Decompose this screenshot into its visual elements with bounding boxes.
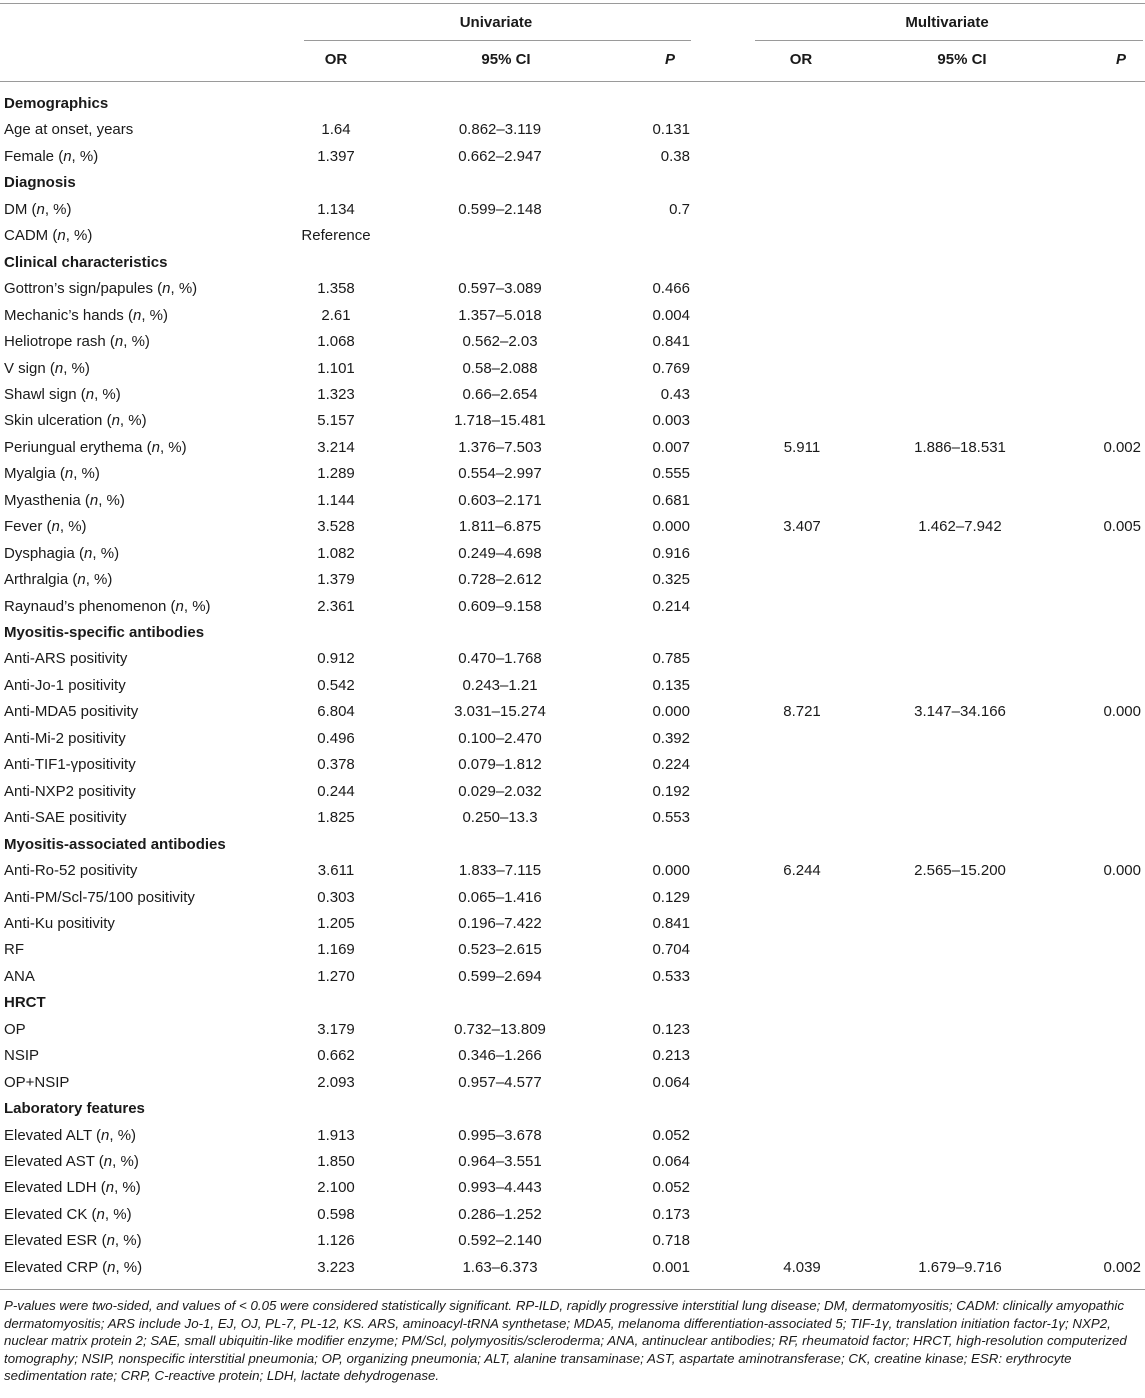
univariate-ci-cell: 0.100–2.470	[458, 729, 542, 747]
univariate-p-cell: 0.718	[652, 1232, 690, 1250]
table-row	[0, 1255, 1145, 1281]
univariate-ci-cell: 0.957–4.577	[458, 1073, 542, 1091]
table-row	[0, 805, 1145, 831]
univariate-p-cell: 0.785	[652, 650, 690, 668]
univariate-or-cell: 1.144	[317, 491, 355, 509]
table-row	[0, 726, 1145, 752]
variable-label: Anti-Jo-1 positivity	[4, 676, 126, 694]
univariate-p-cell: 0.43	[660, 385, 690, 403]
header-bottom-rule	[0, 81, 1145, 82]
table-row	[0, 488, 1145, 514]
variable-label: Anti-TIF1-γpositivity	[4, 756, 136, 774]
variable-label: Age at onset, years	[4, 121, 134, 139]
table-row	[0, 329, 1145, 355]
table-top-rule	[0, 3, 1145, 4]
table-row	[0, 382, 1145, 408]
table-row	[0, 646, 1145, 672]
variable-label: Fever (n, %)	[4, 518, 87, 536]
univariate-or-cell: 2.361	[317, 597, 355, 615]
univariate-p-cell: 0.129	[652, 888, 690, 906]
table-row	[0, 567, 1145, 593]
univariate-or-cell: 0.496	[317, 729, 355, 747]
univariate-p-cell: 0.000	[652, 862, 690, 880]
univariate-or-cell: Reference	[301, 227, 371, 245]
variable-label: Shawl sign (n, %)	[4, 385, 121, 403]
univariate-or-cell: 1.169	[317, 941, 355, 959]
univariate-p-cell: 0.213	[652, 1047, 690, 1065]
table-row	[0, 911, 1145, 937]
univariate-ci-cell: 0.346–1.266	[458, 1047, 542, 1065]
univariate-or-cell: 1.289	[317, 465, 355, 483]
variable-label: Anti-NXP2 positivity	[4, 782, 136, 800]
variable-label: Anti-Ku positivity	[4, 914, 115, 932]
univariate-p-cell: 0.064	[652, 1073, 690, 1091]
variable-label: Skin ulceration (n, %)	[4, 412, 147, 430]
header-multivariate-ci: 95% CI	[937, 51, 987, 68]
univariate-p-cell: 0.123	[652, 1020, 690, 1038]
univariate-or-cell: 1.101	[317, 359, 355, 377]
variable-label: Elevated ESR (n, %)	[4, 1232, 142, 1250]
multivariate-ci-cell: 1.679–9.716	[918, 1258, 1002, 1276]
univariate-ci-cell: 0.599–2.148	[458, 200, 542, 218]
table-row	[0, 144, 1145, 170]
header-multivariate: Multivariate	[905, 14, 989, 31]
univariate-ci-cell: 0.993–4.443	[458, 1179, 542, 1197]
header-multivariate-p: P	[1115, 51, 1127, 68]
variable-label: Anti-Ro-52 positivity	[4, 862, 138, 880]
univariate-or-cell: 1.205	[317, 914, 355, 932]
table-row	[0, 885, 1145, 911]
univariate-ci-cell: 1.357–5.018	[458, 306, 542, 324]
univariate-or-cell: 1.323	[317, 385, 355, 403]
univariate-or-cell: 3.223	[317, 1258, 355, 1276]
variable-label: Anti-MDA5 positivity	[4, 703, 139, 721]
variable-label: V sign (n, %)	[4, 359, 90, 377]
univariate-p-cell: 0.052	[652, 1126, 690, 1144]
table-row	[0, 223, 1145, 249]
variable-label: Anti-Mi-2 positivity	[4, 729, 126, 747]
section-header-row	[0, 250, 1145, 276]
univariate-group-rule	[304, 40, 691, 41]
section-title: Diagnosis	[4, 174, 76, 192]
univariate-ci-cell: 1.63–6.373	[462, 1258, 538, 1276]
variable-label: Raynaud’s phenomenon (n, %)	[4, 597, 211, 615]
univariate-p-cell: 0.135	[652, 676, 690, 694]
univariate-or-cell: 2.100	[317, 1179, 355, 1197]
variable-label: Heliotrope rash (n, %)	[4, 333, 150, 351]
univariate-p-cell: 0.704	[652, 941, 690, 959]
multivariate-p-cell: 0.000	[1103, 703, 1141, 721]
univariate-p-cell: 0.325	[652, 571, 690, 589]
univariate-p-cell: 0.214	[652, 597, 690, 615]
table-row	[0, 594, 1145, 620]
multivariate-p-cell: 0.002	[1103, 1258, 1141, 1276]
univariate-ci-cell: 1.811–6.875	[458, 518, 542, 536]
univariate-ci-cell: 0.728–2.612	[458, 571, 542, 589]
section-header-row	[0, 1096, 1145, 1122]
section-title: Myositis-associated antibodies	[4, 835, 226, 853]
univariate-ci-cell: 0.592–2.140	[458, 1232, 542, 1250]
univariate-or-cell: 2.093	[317, 1073, 355, 1091]
table-row	[0, 1043, 1145, 1069]
table-row	[0, 197, 1145, 223]
section-title: Clinical characteristics	[4, 253, 168, 271]
variable-label: ANA	[4, 967, 35, 985]
univariate-p-cell: 0.224	[652, 756, 690, 774]
table-row	[0, 276, 1145, 302]
table-row	[0, 1175, 1145, 1201]
variable-label: Elevated ALT (n, %)	[4, 1126, 137, 1144]
variable-label: RF	[4, 941, 24, 959]
univariate-p-cell: 0.007	[652, 438, 690, 456]
univariate-p-cell: 0.533	[652, 967, 690, 985]
univariate-ci-cell: 0.732–13.809	[454, 1020, 546, 1038]
variable-label: Mechanic’s hands (n, %)	[4, 306, 168, 324]
univariate-ci-cell: 0.66–2.654	[462, 385, 538, 403]
univariate-or-cell: 1.850	[317, 1153, 355, 1170]
variable-label: Periungual erythema (n, %)	[4, 438, 187, 456]
univariate-ci-cell: 0.470–1.768	[458, 650, 542, 668]
univariate-or-cell: 3.179	[317, 1020, 355, 1038]
multivariate-ci-cell: 1.462–7.942	[918, 518, 1002, 536]
section-header-row	[0, 832, 1145, 858]
univariate-ci-cell: 1.376–7.503	[458, 438, 542, 456]
univariate-p-cell: 0.392	[652, 729, 690, 747]
univariate-ci-cell: 0.079–1.812	[458, 756, 542, 774]
univariate-or-cell: 3.528	[317, 518, 355, 536]
univariate-p-cell: 0.003	[652, 412, 690, 430]
multivariate-ci-cell: 2.565–15.200	[914, 862, 1006, 880]
table-row	[0, 117, 1145, 143]
univariate-p-cell: 0.001	[652, 1258, 690, 1276]
header-univariate-ci: 95% CI	[481, 51, 531, 68]
univariate-ci-cell: 0.58–2.088	[462, 359, 538, 377]
univariate-ci-cell: 0.196–7.422	[458, 914, 542, 932]
section-header-row	[0, 620, 1145, 646]
univariate-p-cell: 0.841	[652, 333, 690, 351]
table-row	[0, 541, 1145, 567]
variable-label: CADM (n, %)	[4, 227, 93, 245]
univariate-or-cell: 2.61	[321, 306, 351, 324]
univariate-or-cell: 1.379	[317, 571, 355, 589]
table-row	[0, 303, 1145, 329]
section-header-row	[0, 170, 1145, 196]
section-title: Myositis-specific antibodies	[4, 624, 205, 641]
table-row	[0, 356, 1145, 382]
section-title: Demographics	[4, 95, 109, 112]
univariate-or-cell: 0.662	[317, 1047, 355, 1065]
univariate-p-cell: 0.769	[652, 359, 690, 377]
univariate-ci-cell: 0.662–2.947	[458, 147, 542, 165]
univariate-ci-cell: 0.286–1.252	[458, 1205, 542, 1223]
table-row	[0, 1017, 1145, 1043]
univariate-ci-cell: 1.718–15.481	[454, 412, 546, 430]
header-multivariate-or: OR	[789, 51, 813, 68]
univariate-or-cell: 5.157	[317, 412, 355, 430]
univariate-or-cell: 0.912	[317, 650, 355, 668]
table-row	[0, 779, 1145, 805]
multivariate-or-cell: 3.407	[783, 518, 821, 536]
univariate-ci-cell: 0.243–1.21	[462, 676, 538, 694]
univariate-p-cell: 0.681	[652, 491, 690, 509]
univariate-or-cell: 0.244	[317, 782, 355, 800]
variable-label: Anti-SAE positivity	[4, 809, 127, 827]
table-row	[0, 1228, 1145, 1254]
univariate-ci-cell: 0.995–3.678	[458, 1126, 542, 1144]
variable-label: Elevated LDH (n, %)	[4, 1179, 141, 1197]
univariate-or-cell: 0.598	[317, 1205, 355, 1223]
variable-label: OP+NSIP	[4, 1073, 70, 1091]
table-row	[0, 408, 1145, 434]
variable-label: OP	[4, 1020, 26, 1038]
section-title: HRCT	[4, 994, 46, 1012]
univariate-ci-cell: 0.603–2.171	[458, 491, 542, 509]
univariate-ci-cell: 0.599–2.694	[458, 967, 542, 985]
univariate-or-cell: 0.542	[317, 676, 355, 694]
variable-label: Female (n, %)	[4, 147, 99, 165]
univariate-p-cell: 0.064	[652, 1153, 690, 1170]
variable-label: NSIP	[4, 1047, 40, 1065]
univariate-p-cell: 0.131	[652, 121, 690, 139]
univariate-or-cell: 3.214	[317, 438, 355, 456]
univariate-or-cell: 1.913	[317, 1126, 355, 1144]
univariate-p-cell: 0.173	[652, 1205, 690, 1223]
multivariate-or-cell: 4.039	[783, 1258, 821, 1276]
table-row	[0, 964, 1145, 990]
table-row	[0, 1070, 1145, 1096]
univariate-p-cell: 0.553	[652, 809, 690, 827]
table-row	[0, 937, 1145, 963]
univariate-ci-cell: 0.562–2.03	[462, 333, 538, 351]
variable-label: Arthralgia (n, %)	[4, 571, 113, 589]
univariate-p-cell: 0.052	[652, 1179, 690, 1197]
univariate-p-cell: 0.916	[652, 544, 690, 562]
univariate-or-cell: 1.64	[321, 121, 351, 139]
univariate-or-cell: 1.397	[317, 147, 355, 165]
univariate-ci-cell: 0.862–3.119	[458, 121, 542, 139]
variable-label: Dysphagia (n, %)	[4, 544, 120, 562]
table-row	[0, 699, 1145, 725]
univariate-ci-cell: 0.609–9.158	[458, 597, 542, 615]
variable-label: Elevated AST (n, %)	[4, 1153, 139, 1170]
univariate-p-cell: 0.004	[652, 306, 690, 324]
univariate-or-cell: 1.270	[317, 967, 355, 985]
variable-label: Gottron’s sign/papules (n, %)	[4, 280, 198, 298]
table-row	[0, 1123, 1145, 1149]
variable-label: Anti-PM/Scl-75/100 positivity	[4, 888, 195, 906]
univariate-or-cell: 1.134	[317, 200, 355, 218]
univariate-p-cell: 0.000	[652, 518, 690, 536]
univariate-ci-cell: 0.249–4.698	[458, 544, 542, 562]
univariate-ci-cell: 0.554–2.997	[458, 465, 542, 483]
variable-label: Elevated CK (n, %)	[4, 1205, 132, 1223]
variable-label: DM (n, %)	[4, 200, 72, 218]
table-footnote: P-values were two-sided, and values of < 0.05 were considered statistically significant. RP-ILD, rapidly progressive interstitial lung disease; DM, dermatomyositis; CADM: clinically amyopathic dermatomyositis; ARS include Jo-1, EJ, OJ, PL-7, PL-12, KS. ARS, aminoacyl-tRNA synthetase; MDA5, melanoma differentiation-associated 5; TIF-1γ, translation initiation factor-1γ; NXP2, nuclear matrix protein 2; SAE, small ubiquitin-like modifier enzyme; PM/Scl, polymyositis/scleroderma; ANA, antinuclear antibodies; RF, rheumatoid factor; HRCT, high-resolution computerized tomography; NSIP, nonspecific interstitial pneumonia; OP, organizing pneumonia; ALT, alanine transaminase; AST, aspartate aminotransferase; CK, creatine kinase; ESR: erythrocyte sedimentation rate; CRP, C-reactive protein; LDH, lactate dehydrogenase.	[4, 1298, 1127, 1384]
univariate-ci-cell: 0.523–2.615	[458, 941, 542, 959]
table-row	[0, 858, 1145, 884]
variable-label: Myalgia (n, %)	[4, 465, 100, 483]
header-univariate: Univariate	[459, 14, 533, 31]
table-row	[0, 461, 1145, 487]
multivariate-or-cell: 6.244	[783, 862, 821, 880]
multivariate-group-rule	[755, 40, 1143, 41]
table-row	[0, 514, 1145, 540]
header-univariate-p: P	[664, 51, 676, 68]
univariate-or-cell: 1.358	[317, 280, 355, 298]
multivariate-ci-cell: 3.147–34.166	[914, 703, 1006, 721]
univariate-p-cell: 0.38	[660, 147, 690, 165]
univariate-p-cell: 0.000	[652, 703, 690, 721]
variable-label: Myasthenia (n, %)	[4, 491, 125, 509]
univariate-ci-cell: 0.029–2.032	[458, 782, 542, 800]
univariate-ci-cell: 0.597–3.089	[458, 280, 542, 298]
table-row	[0, 1149, 1145, 1175]
table-row	[0, 752, 1145, 778]
univariate-or-cell: 6.804	[317, 703, 355, 721]
univariate-or-cell: 3.611	[317, 862, 355, 880]
header-univariate-or: OR	[324, 51, 348, 68]
univariate-ci-cell: 0.964–3.551	[458, 1153, 542, 1170]
univariate-p-cell: 0.841	[652, 914, 690, 932]
univariate-p-cell: 0.555	[652, 465, 690, 483]
section-header-row	[0, 990, 1145, 1016]
univariate-p-cell: 0.192	[652, 782, 690, 800]
univariate-ci-cell: 0.065–1.416	[458, 888, 542, 906]
variable-label: Elevated CRP (n, %)	[4, 1258, 143, 1276]
univariate-or-cell: 0.303	[317, 888, 355, 906]
univariate-ci-cell: 1.833–7.115	[458, 862, 542, 880]
multivariate-p-cell: 0.005	[1103, 518, 1141, 536]
univariate-p-cell: 0.466	[652, 280, 690, 298]
univariate-or-cell: 1.068	[317, 333, 355, 351]
univariate-or-cell: 1.825	[317, 809, 355, 827]
table-row	[0, 435, 1145, 461]
multivariate-or-cell: 5.911	[783, 438, 821, 456]
section-title: Laboratory features	[4, 1100, 145, 1118]
multivariate-or-cell: 8.721	[783, 703, 821, 721]
univariate-or-cell: 1.126	[317, 1232, 355, 1250]
univariate-or-cell: 0.378	[317, 756, 355, 774]
multivariate-ci-cell: 1.886–18.531	[914, 438, 1006, 456]
univariate-or-cell: 1.082	[317, 544, 355, 562]
univariate-ci-cell: 3.031–15.274	[454, 703, 546, 721]
univariate-p-cell: 0.7	[669, 200, 690, 218]
table-bottom-rule	[0, 1289, 1145, 1290]
variable-label: Anti-ARS positivity	[4, 650, 128, 668]
table-row	[0, 1202, 1145, 1228]
univariate-ci-cell: 0.250–13.3	[462, 809, 538, 827]
multivariate-p-cell: 0.002	[1103, 438, 1141, 456]
section-header-row	[0, 91, 1145, 117]
table-row	[0, 673, 1145, 699]
multivariate-p-cell: 0.000	[1103, 862, 1141, 880]
